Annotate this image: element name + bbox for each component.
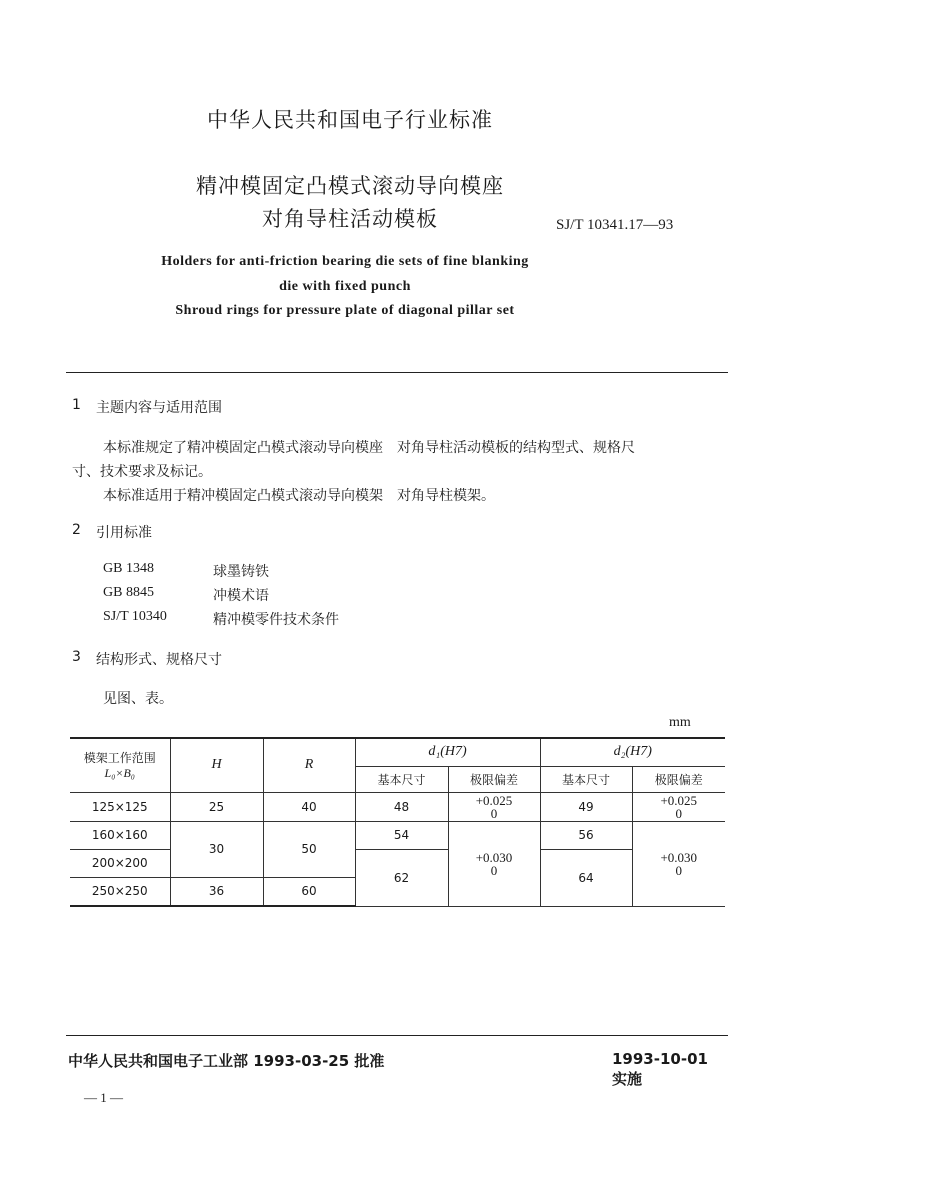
dimension-table (70, 737, 725, 907)
reference-name: 冲模术语 (213, 588, 269, 604)
cell-d2-tolerance-merged (632, 821, 725, 906)
section-2-title: 引用标准 (96, 525, 152, 541)
unit-label: mm (669, 715, 691, 730)
issuing-body-title: 中华人民共和国电子行业标准 (207, 108, 493, 132)
tolerance-lower: 0 (490, 862, 498, 878)
header-divider (66, 372, 728, 373)
tolerance-lower: 0 (675, 805, 682, 821)
section-1-paragraph-2: 本标准适用于精冲模固定凸模式滚动导向模架 对角导柱模架。 (103, 488, 495, 504)
section-1-paragraph-1a: 本标准规定了精冲模固定凸模式滚动导向模座 对角导柱活动模板的结构型式、规格尺 (103, 440, 635, 456)
reference-code: GB 8845 (103, 585, 154, 600)
header-d1: d₁(H7) (355, 738, 540, 766)
english-title-line3: Shroud rings for pressure plate of diagonal pillar set (175, 303, 515, 318)
english-title-line2: die with fixed punch (279, 279, 411, 294)
tolerance-lower: 0 (490, 805, 498, 821)
tolerance-upper: +0.030 (475, 849, 513, 865)
cell-d2-basic: 49 (540, 792, 632, 821)
table-header-row (70, 738, 725, 766)
reference-code: SJ/T 10340 (103, 609, 167, 624)
section-3-paragraph: 见图、表。 (103, 691, 173, 707)
header-working-range-line2: L₀×B₀ (104, 766, 135, 781)
page-number: — 1 — (84, 1090, 123, 1105)
cell-d2-basic: 64 (540, 849, 632, 906)
tolerance-lower: 0 (675, 862, 682, 878)
cell-d1-tolerance (448, 792, 540, 821)
table-row (70, 792, 725, 821)
subheader-d1-basic: 基本尺寸 (355, 766, 448, 792)
cell-R-merged: 50 (263, 821, 355, 877)
reference-name: 球墨铸铁 (213, 564, 269, 580)
subheader-d1-tolerance: 极限偏差 (448, 766, 540, 792)
subheader-d2-tolerance: 极限偏差 (632, 766, 725, 792)
subheader-d2-basic: 基本尺寸 (540, 766, 632, 792)
cell-d2-basic: 56 (540, 821, 632, 849)
cell-d1-basic: 62 (355, 849, 448, 906)
cell-d1-basic: 54 (355, 821, 448, 849)
section-1-number: 1 (72, 397, 81, 413)
tolerance-upper: +0.025 (475, 792, 513, 808)
cell-range: 160×160 (70, 821, 170, 849)
header-working-range-line1: 模架工作范围 (83, 751, 156, 766)
footer-divider (66, 1035, 728, 1036)
standard-title-line1: 精冲模固定凸模式滚动导向模座 (196, 174, 504, 198)
cell-range: 200×200 (70, 849, 170, 877)
section-3-title: 结构形式、规格尺寸 (96, 652, 222, 668)
table-row (70, 849, 725, 877)
standard-title-line2: 对角导柱活动模板 (262, 207, 438, 231)
cell-d2-tolerance (632, 792, 725, 821)
cell-d1-tolerance-merged (448, 821, 540, 906)
section-1-title: 主题内容与适用范围 (96, 400, 222, 416)
tolerance-upper: +0.025 (660, 792, 698, 808)
cell-H: 36 (170, 877, 263, 906)
header-d2: d₂(H7) (540, 738, 725, 766)
cell-H: 25 (170, 792, 263, 821)
reference-name: 精冲模零件技术条件 (213, 612, 339, 628)
approval-info: 中华人民共和国电子工业部 1993-03-25 批准 (68, 1052, 385, 1070)
cell-range: 250×250 (70, 877, 170, 906)
cell-d1-basic: 48 (355, 792, 448, 821)
section-1-paragraph-1b: 寸、技术要求及标记。 (72, 464, 212, 480)
tolerance-upper: +0.030 (660, 849, 698, 865)
header-R: R (263, 738, 355, 792)
cell-range: 125×125 (70, 792, 170, 821)
cell-H-merged: 30 (170, 821, 263, 877)
header-working-range (70, 738, 170, 792)
section-2-number: 2 (72, 522, 81, 538)
implementation-date: 1993-10-01 实施 (612, 1050, 708, 1088)
cell-R: 40 (263, 792, 355, 821)
english-title-line1: Holders for anti-friction bearing die sets of fine blanking (161, 254, 529, 269)
standard-number: SJ/T 10341.17—93 (556, 217, 674, 233)
reference-code: GB 1348 (103, 561, 154, 576)
header-H: H (170, 738, 263, 792)
cell-R: 60 (263, 877, 355, 906)
table-row (70, 821, 725, 849)
section-3-number: 3 (72, 649, 81, 665)
